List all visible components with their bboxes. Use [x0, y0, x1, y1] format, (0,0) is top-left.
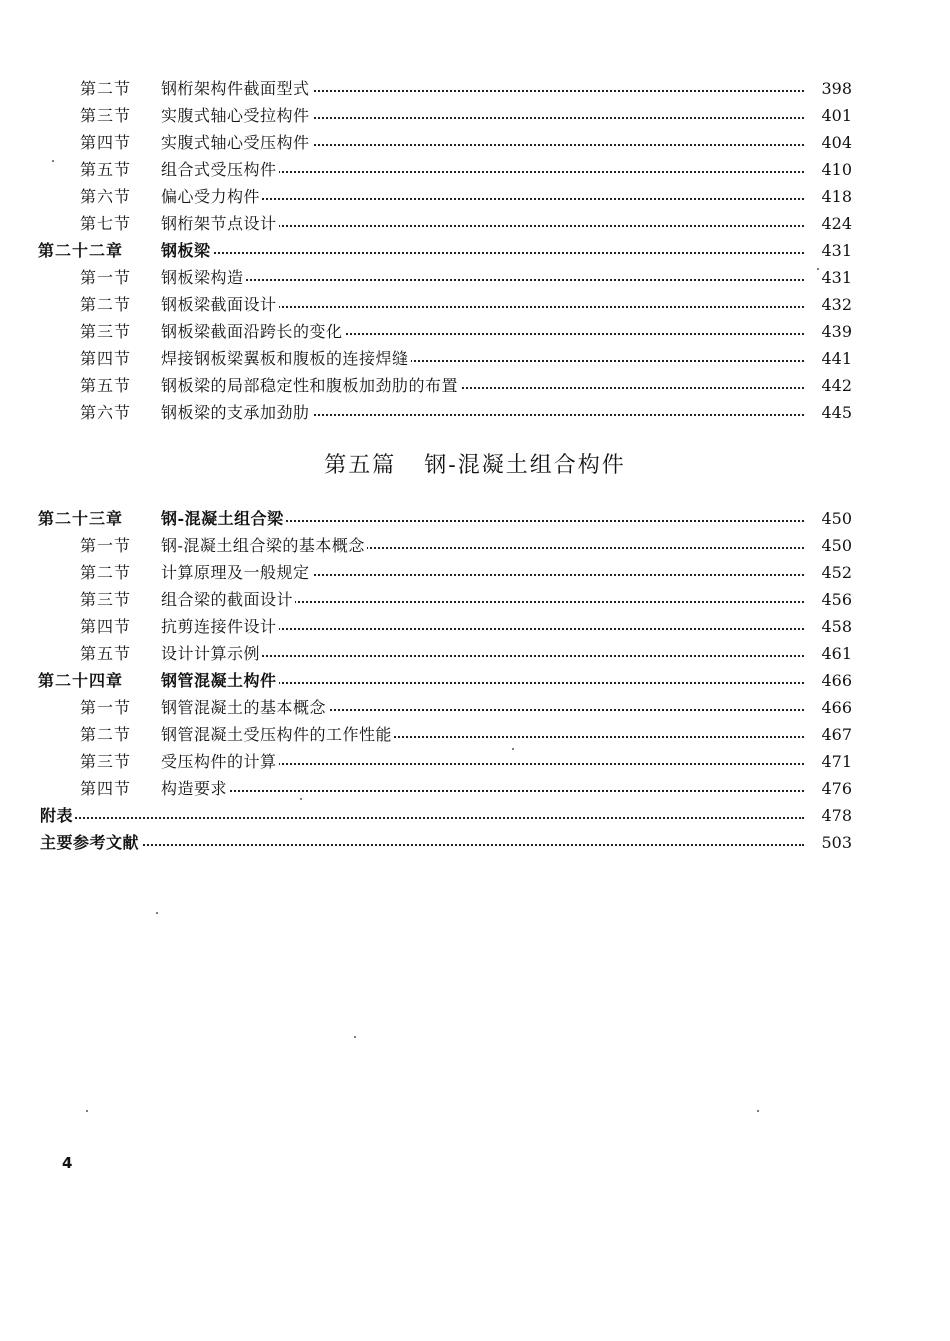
- toc-entry-number: 第四节: [80, 617, 132, 636]
- toc-entry-page: 404: [812, 133, 852, 153]
- toc-entry-page: 431: [812, 268, 852, 288]
- toc-entry-number: 第一节: [80, 536, 132, 555]
- toc-section-row: [0, 695, 950, 722]
- toc-entry-page: 445: [812, 403, 852, 423]
- toc-entry-title: 计算原理及一般规定: [161, 563, 310, 582]
- toc-entry-page: 418: [812, 187, 852, 207]
- toc-section-row: [0, 560, 950, 587]
- toc-entry-title: 抗剪连接件设计: [161, 617, 277, 636]
- toc-chapter-row: [0, 238, 950, 265]
- toc-section-row: [0, 292, 950, 319]
- toc-entry-page: 503: [812, 833, 852, 853]
- toc-entry-page: 461: [812, 644, 852, 664]
- toc-section-row: [0, 722, 950, 749]
- toc-entry-page: 424: [812, 214, 852, 234]
- toc-section-row: [0, 776, 950, 803]
- toc-upper-block: [0, 76, 950, 427]
- toc-entry-title: 钢板梁截面沿跨长的变化: [161, 322, 343, 341]
- toc-section-row: [0, 157, 950, 184]
- toc-entry-page: 467: [812, 725, 852, 745]
- toc-entry-title: 设计计算示例: [161, 644, 261, 663]
- toc-entry-number: 第二节: [80, 725, 132, 744]
- toc-entry-number: 第五节: [80, 376, 132, 395]
- toc-entry-title: 钢板梁: [161, 241, 211, 260]
- toc-entry-number: 第四节: [80, 133, 132, 152]
- toc-section-row: [0, 587, 950, 614]
- toc-entry-number: 第六节: [80, 403, 132, 422]
- toc-entry-page: 471: [812, 752, 852, 772]
- toc-entry-page: 398: [812, 79, 852, 99]
- dot-leader: [161, 790, 804, 792]
- scan-speck: [817, 268, 819, 270]
- toc-entry-page: 466: [812, 698, 852, 718]
- toc-entry-number: 第三节: [80, 752, 132, 771]
- toc-entry-page: 442: [812, 376, 852, 396]
- toc-section-row: [0, 614, 950, 641]
- toc-entry-title: 钢管混凝土构件: [161, 671, 277, 690]
- scan-speck: [354, 1036, 356, 1038]
- toc-entry-title: 钢板梁截面设计: [161, 295, 277, 314]
- toc-entry-page: 466: [812, 671, 852, 691]
- part-heading: [0, 452, 950, 480]
- toc-entry-title: 钢板梁的局部稳定性和腹板加劲肋的布置: [161, 376, 459, 395]
- toc-entry-page: 450: [812, 536, 852, 556]
- toc-entry-number: 第六节: [80, 187, 132, 206]
- toc-entry-number: 第七节: [80, 214, 132, 233]
- dot-leader: [161, 252, 804, 254]
- toc-entry-number: 第二节: [80, 563, 132, 582]
- toc-entry-page: 478: [812, 806, 852, 826]
- toc-lower-block: [0, 506, 950, 857]
- scan-speck: [86, 1110, 88, 1112]
- toc-section-row: [0, 533, 950, 560]
- toc-entry-number: 第五节: [80, 644, 132, 663]
- toc-entry-number: 第二十四章: [38, 671, 124, 690]
- toc-entry-page: 432: [812, 295, 852, 315]
- toc-entry-title: 受压构件的计算: [161, 752, 277, 771]
- toc-entry-title: 钢-混凝土组合梁的基本概念: [161, 536, 365, 555]
- dot-leader: [161, 279, 804, 281]
- toc-entry-number: 第二十三章: [38, 509, 124, 528]
- toc-entry-title: 组合梁的截面设计: [161, 590, 294, 609]
- toc-entry-page: 456: [812, 590, 852, 610]
- toc-entry-page: 458: [812, 617, 852, 637]
- toc-section-row: [0, 130, 950, 157]
- toc-entry-title: 焊接钢板梁翼板和腹板的连接焊缝: [161, 349, 409, 368]
- toc-entry-number: 第三节: [80, 590, 132, 609]
- toc-entry-page: 476: [812, 779, 852, 799]
- toc-entry-page: 441: [812, 349, 852, 369]
- part-number: 第五篇: [324, 453, 397, 478]
- toc-entry-number: 第四节: [80, 779, 132, 798]
- toc-entry-title: 组合式受压构件: [161, 160, 277, 179]
- scan-speck: [156, 912, 158, 914]
- part-title: 钢-混凝土组合构件: [424, 453, 626, 478]
- toc-section-row: [0, 211, 950, 238]
- toc-entry-number: 第一节: [80, 268, 132, 287]
- toc-entry-title: 主要参考文献: [40, 833, 140, 852]
- toc-entry-page: 452: [812, 563, 852, 583]
- toc-entry-title: 实腹式轴心受压构件: [161, 133, 310, 152]
- scan-speck: [757, 1110, 759, 1112]
- toc-section-row: [0, 103, 950, 130]
- toc-entry-number: 第二节: [80, 295, 132, 314]
- toc-entry-number: 第一节: [80, 698, 132, 717]
- toc-section-row: [0, 184, 950, 211]
- toc-entry-page: 410: [812, 160, 852, 180]
- toc-entry-number: 第四节: [80, 349, 132, 368]
- toc-appendix-row: [0, 830, 950, 857]
- toc-entry-number: 第五节: [80, 160, 132, 179]
- toc-entry-number: 第三节: [80, 106, 132, 125]
- toc-entry-title: 钢-混凝土组合梁: [161, 509, 284, 528]
- toc-entry-page: 431: [812, 241, 852, 261]
- toc-section-row: [0, 400, 950, 427]
- dot-leader: [40, 817, 804, 819]
- toc-entry-title: 钢管混凝土受压构件的工作性能: [161, 725, 393, 744]
- toc-entry-title: 附表: [40, 806, 74, 825]
- toc-entry-number: 第三节: [80, 322, 132, 341]
- toc-section-row: [0, 265, 950, 292]
- toc-entry-page: 450: [812, 509, 852, 529]
- scan-speck: [52, 160, 54, 162]
- scan-speck: [300, 798, 302, 800]
- toc-entry-title: 构造要求: [161, 779, 228, 798]
- toc-section-row: [0, 641, 950, 668]
- toc-entry-title: 钢板梁构造: [161, 268, 244, 287]
- toc-entry-title: 实腹式轴心受拉构件: [161, 106, 310, 125]
- toc-appendix-row: [0, 803, 950, 830]
- toc-chapter-row: [0, 506, 950, 533]
- toc-entry-title: 钢管混凝土的基本概念: [161, 698, 327, 717]
- toc-section-row: [0, 76, 950, 103]
- toc-section-row: [0, 373, 950, 400]
- toc-section-row: [0, 319, 950, 346]
- toc-entry-title: 钢桁架构件截面型式: [161, 79, 310, 98]
- toc-entry-page: 439: [812, 322, 852, 342]
- toc-entry-title: 钢桁架节点设计: [161, 214, 277, 233]
- toc-section-row: [0, 346, 950, 373]
- toc-chapter-row: [0, 668, 950, 695]
- toc-entry-number: 第二节: [80, 79, 132, 98]
- toc-entry-title: 偏心受力构件: [161, 187, 261, 206]
- toc-section-row: [0, 749, 950, 776]
- toc-entry-number: 第二十二章: [38, 241, 124, 260]
- toc-entry-title: 钢板梁的支承加劲肋: [161, 403, 310, 422]
- dot-leader: [40, 844, 804, 846]
- page-folio: 4: [62, 1154, 73, 1172]
- scan-speck: [512, 748, 514, 750]
- toc-entry-page: 401: [812, 106, 852, 126]
